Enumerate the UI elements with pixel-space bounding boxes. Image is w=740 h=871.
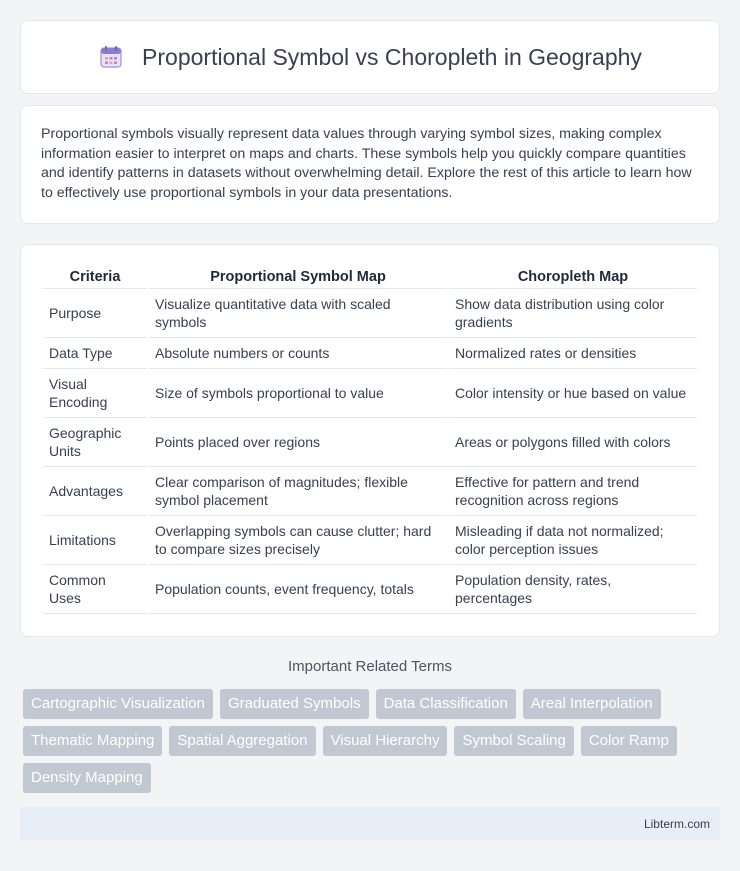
page-title: Proportional Symbol vs Choropleth in Geography [142, 43, 642, 70]
row-choropleth-value: Misleading if data not normalized; color perception issues [449, 516, 697, 565]
related-term-tag[interactable]: Data Classification [376, 689, 516, 719]
row-choropleth-value: Effective for pattern and trend recognition across regions [449, 467, 697, 516]
row-criteria: Visual Encoding [43, 369, 147, 418]
table-header-row [43, 265, 697, 289]
calendar-icon [98, 44, 124, 70]
comparison-table-card [20, 244, 720, 637]
row-proportional-value: Size of symbols proportional to value [149, 369, 447, 418]
row-choropleth-value: Color intensity or hue based on value [449, 369, 697, 418]
row-criteria: Geographic Units [43, 418, 147, 467]
table-row [43, 418, 697, 467]
row-choropleth-value: Normalized rates or densities [449, 338, 697, 369]
row-proportional-value: Population counts, event frequency, totals [149, 565, 447, 614]
header-card [20, 20, 720, 94]
footer [20, 807, 720, 840]
related-term-tag[interactable]: Graduated Symbols [220, 689, 369, 719]
related-term-tag[interactable]: Spatial Aggregation [169, 726, 315, 756]
header-proportional-symbol: Proportional Symbol Map [149, 265, 447, 289]
table-row [43, 516, 697, 565]
related-term-tag[interactable]: Symbol Scaling [454, 726, 573, 756]
row-criteria: Purpose [43, 289, 147, 338]
table-row [43, 369, 697, 418]
table-row [43, 338, 697, 369]
row-choropleth-value: Show data distribution using color gradients [449, 289, 697, 338]
row-criteria: Limitations [43, 516, 147, 565]
row-proportional-value: Points placed over regions [149, 418, 447, 467]
row-criteria: Advantages [43, 467, 147, 516]
related-term-tag[interactable]: Areal Interpolation [523, 689, 661, 719]
related-term-tag[interactable]: Thematic Mapping [23, 726, 162, 756]
related-term-tag[interactable]: Color Ramp [581, 726, 677, 756]
table-row [43, 289, 697, 338]
related-term-tag[interactable]: Cartographic Visualization [23, 689, 213, 719]
row-choropleth-value: Areas or polygons filled with colors [449, 418, 697, 467]
header-choropleth: Choropleth Map [449, 265, 697, 289]
intro-card [20, 105, 720, 224]
related-term-tag[interactable]: Density Mapping [23, 763, 151, 793]
row-criteria: Data Type [43, 338, 147, 369]
related-terms-list [20, 689, 720, 793]
row-proportional-value: Visualize quantitative data with scaled symbols [149, 289, 447, 338]
row-criteria: Common Uses [43, 565, 147, 614]
footer-site-link[interactable]: Libterm.com [643, 816, 710, 831]
row-proportional-value: Clear comparison of magnitudes; flexible symbol placement [149, 467, 447, 516]
intro-text: Proportional symbols visually represent data values through varying symbol sizes, making complex information easier to interpret on maps and charts. These symbols help you quickly compare quantities and identify patterns in datasets without overwhelming detail. Explore the rest of this article to learn how to effectively use proportional symbols in your data presentations. [41, 126, 692, 201]
table-row [43, 565, 697, 614]
related-term-tag[interactable]: Visual Hierarchy [323, 726, 448, 756]
related-terms-title: Important Related Terms [288, 658, 452, 676]
header-criteria: Criteria [43, 265, 147, 289]
row-proportional-value: Absolute numbers or counts [149, 338, 447, 369]
row-proportional-value: Overlapping symbols can cause clutter; hard to compare sizes precisely [149, 516, 447, 565]
table-row [43, 467, 697, 516]
comparison-table [41, 265, 699, 614]
row-choropleth-value: Population density, rates, percentages [449, 565, 697, 614]
